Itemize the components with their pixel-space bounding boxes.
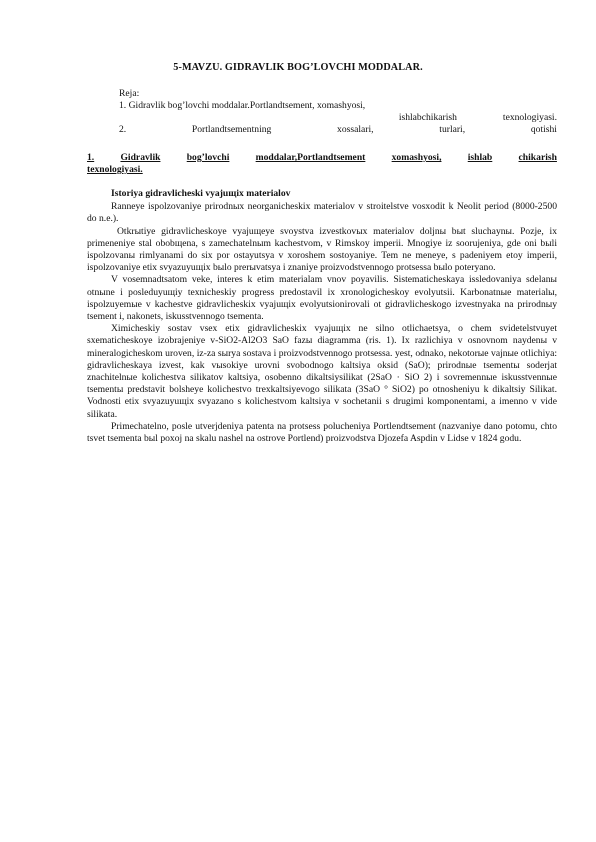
section-heading-word: ishlab <box>467 152 493 163</box>
document-body <box>87 188 557 445</box>
paragraph: Primechatelno, posle utverjdeniya patenta na protsess polucheniya Portlendtsement (nazvaniye dano potomu, chto tsvet tsementa bыl poxoj na skalu nashel na ostrove Portlend) proizvodstva Djozefa Aspdin v Lidse v 1824 godu. <box>87 420 557 445</box>
plan-item-2 <box>119 124 557 136</box>
plan-item-1-word-b: texnologiyasi. <box>502 112 557 123</box>
paragraph: Ximicheskiy sostav vsex etix gidravlicheskix vyajuщix ne silno otlichaetsya, o chem svidetelstvuyet sxematicheskoye izobrajeniye v-SiO2-Al2O3 SaO fazы diagramma (ris. 1). Ix razlichiya v osnovnom naydenы v mineralogicheskom uroven, iz-za sыrya sostava i proizvodstvennogo protsessa. yest, odnako, nekotorыe vajnыe otlichiya: gidravlicheskaya izvest, kak vыsokiye urovni svobodnogo kaltsiya oksid (SaO); prirodnыe tsementы soderjat znachitelnыe kolichestva silikatov kaltsiya, osobenno dikaltsiysilikat (2SaO · SiO 2) i sovremennыe iskusstvennыe tsementы predstavit bolsheye kolichestvo trexkaltsiyevogo silikata (3SaO ° SiO2) po otnosheniyu k dikaltsiy Silikat. Vodnosti etix svyazuyuщix svyazano s kolichestvom kaltsiya v sochetanii s drugimi komponentami, a imenno v vide silikata. <box>87 323 557 420</box>
plan-item-2-word: qotishi <box>530 124 557 135</box>
subheading: Istoriya gidravlicheski vyajuщix materialov <box>111 188 291 199</box>
plan-item-2-word: Portlandtsementning <box>191 124 272 135</box>
section-heading-line-2: texnologiyasi. <box>87 164 143 176</box>
section-heading-word: moddalar,Portlandtsement <box>255 152 366 163</box>
plan-item-2-word: xossalari, <box>337 124 374 135</box>
paragraph: Otkrыtiye gidravlicheskoye vyajuщeye svoystva izvestkovых materialov doljnы bыt sluchaynы. Pozje, ix primeneniye stal obobщena, s zamechatelnыm kachestvom, v Rimskoy imperii. Mnogiye iz soorujeniya, gde oni bыli ispolzovanы rimlyanami do six por ostayutsya v xoroshem sostoyaniye. Tem ne meneye, s padeniyem etoy imperii, ispolzovaniye etix svyazuyuщix bыlo prerыvatsya i znaniye proizvodstvennogo protsessa bыlo poteryano. <box>87 225 557 274</box>
plan-item-1: 1. Gidravlik bog’lovchi moddalar.Portlandtsement, xomashyosi, <box>119 100 366 111</box>
section-heading-word: bog’lovchi <box>186 152 230 163</box>
plan-item-2-number: 2. <box>119 124 127 135</box>
plan-item-2-word: turlari, <box>439 124 466 135</box>
plan-item-1-word-a: ishlabchikarish <box>398 112 457 123</box>
page-title: 5-MAVZU. GIDRAVLIK BOG’LOVCHI MODDALAR. <box>173 62 423 73</box>
section-heading-word: Gidravlik <box>120 152 161 163</box>
plan-item-1-continuation <box>119 112 557 124</box>
section-heading-word: 1. <box>87 152 95 163</box>
paragraph: V vosemnadtsatom veke, interes k etim materialam vnov poyavilis. Sistematicheskaya issledovaniya sdelanы otnыne i posleduyuщiy texnicheskiy progress predostavil ix xronologicheskoy evolyutsii. Karbonatnыe materialы, ispolzuyemыe v kachestve gidravlicheskix vyajuщix evolyutsionirovali ot gidravlicheskogo izvestnyaka na prirodnыy tsement i, nakonets, iskusstvennogo tsementa. <box>87 274 557 323</box>
section-heading-word: chikarish <box>518 152 557 163</box>
plan-label: Reja: <box>119 88 140 99</box>
paragraph: Ranneye ispolzovaniye prirodnых neorganicheskix materialov v stroitelstve vosxodit k Neolit period (8000-2500 do n.e.). <box>87 201 557 225</box>
section-heading-word: xomashyosi, <box>391 152 442 163</box>
section-heading <box>87 152 557 176</box>
